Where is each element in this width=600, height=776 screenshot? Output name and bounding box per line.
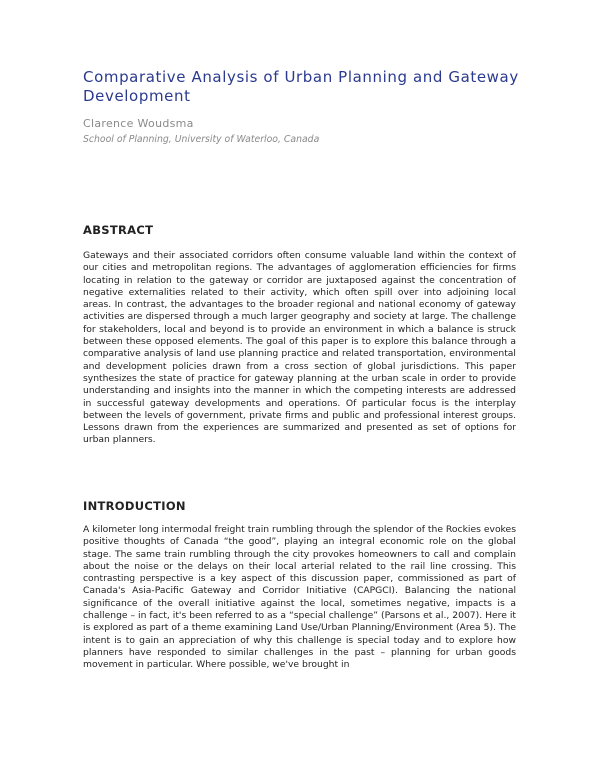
author-name: Clarence Woudsma	[83, 117, 194, 130]
abstract-paragraph: Gateways and their associated corridors often consume valuable land within the context of our cities and metropolitan regions. The advantages of agglomeration efficiencies for firms locating in relation to the gateway or corridor are juxtaposed against the concentration of negative externalities related to their activity, which often spill over into adjoining local areas. In contrast, the advantages to the broader regional and national economy of gateway activities are dispersed through a much larger geography and society at large. The challenge for stakeholders, local and beyond is to provide an environment in which a balance is struck between these opposed elements. The goal of this paper is to explore this balance through a comparative analysis of land use planning practice and related transportation, environmental and development policies drawn from a cross section of global jurisdictions. This paper synthesizes the state of practice for gateway planning at the urban scale in order to provide understanding and insights into the manner in which the competing interests are addressed in successful gateway developments and operations. Of particular focus is the interplay between the levels of government, private firms and public and professional interest groups. Lessons drawn from the experiences are summarized and presented as set of options for urban planners.	[83, 250, 516, 446]
abstract-heading: ABSTRACT	[83, 223, 154, 237]
paper-title: Comparative Analysis of Urban Planning and Gateway Development	[83, 68, 519, 105]
introduction-heading: INTRODUCTION	[83, 499, 186, 513]
author-affiliation: School of Planning, University of Waterloo, Canada	[83, 134, 320, 145]
introduction-paragraph: A kilometer long intermodal freight train rumbling through the splendor of the Rockies evokes positive thoughts of Canada “the good”, playing an integral economic role on the global stage. The same train rumbling through the city provokes homeowners to call and complain about the noise or the delays on their local arterial related to the rail line crossing. This contrasting perspective is a key aspect of this discussion paper, commissioned as part of Canada's Asia-Pacific Gateway and Corridor Initiative (CAPGCI). Balancing the national significance of the overall initiative against the local, sometimes negative, impacts is a challenge – in fact, it's been referred to as a “special challenge” (Parsons et al., 2007). Here it is explored as part of a theme examining Land Use/Urban Planning/Environment (Area 5). The intent is to gain an appreciation of why this challenge is special today and to explore how planners have responded to similar challenges in the past – planning for urban goods movement in particular. Where possible, we've brought in	[83, 524, 516, 671]
